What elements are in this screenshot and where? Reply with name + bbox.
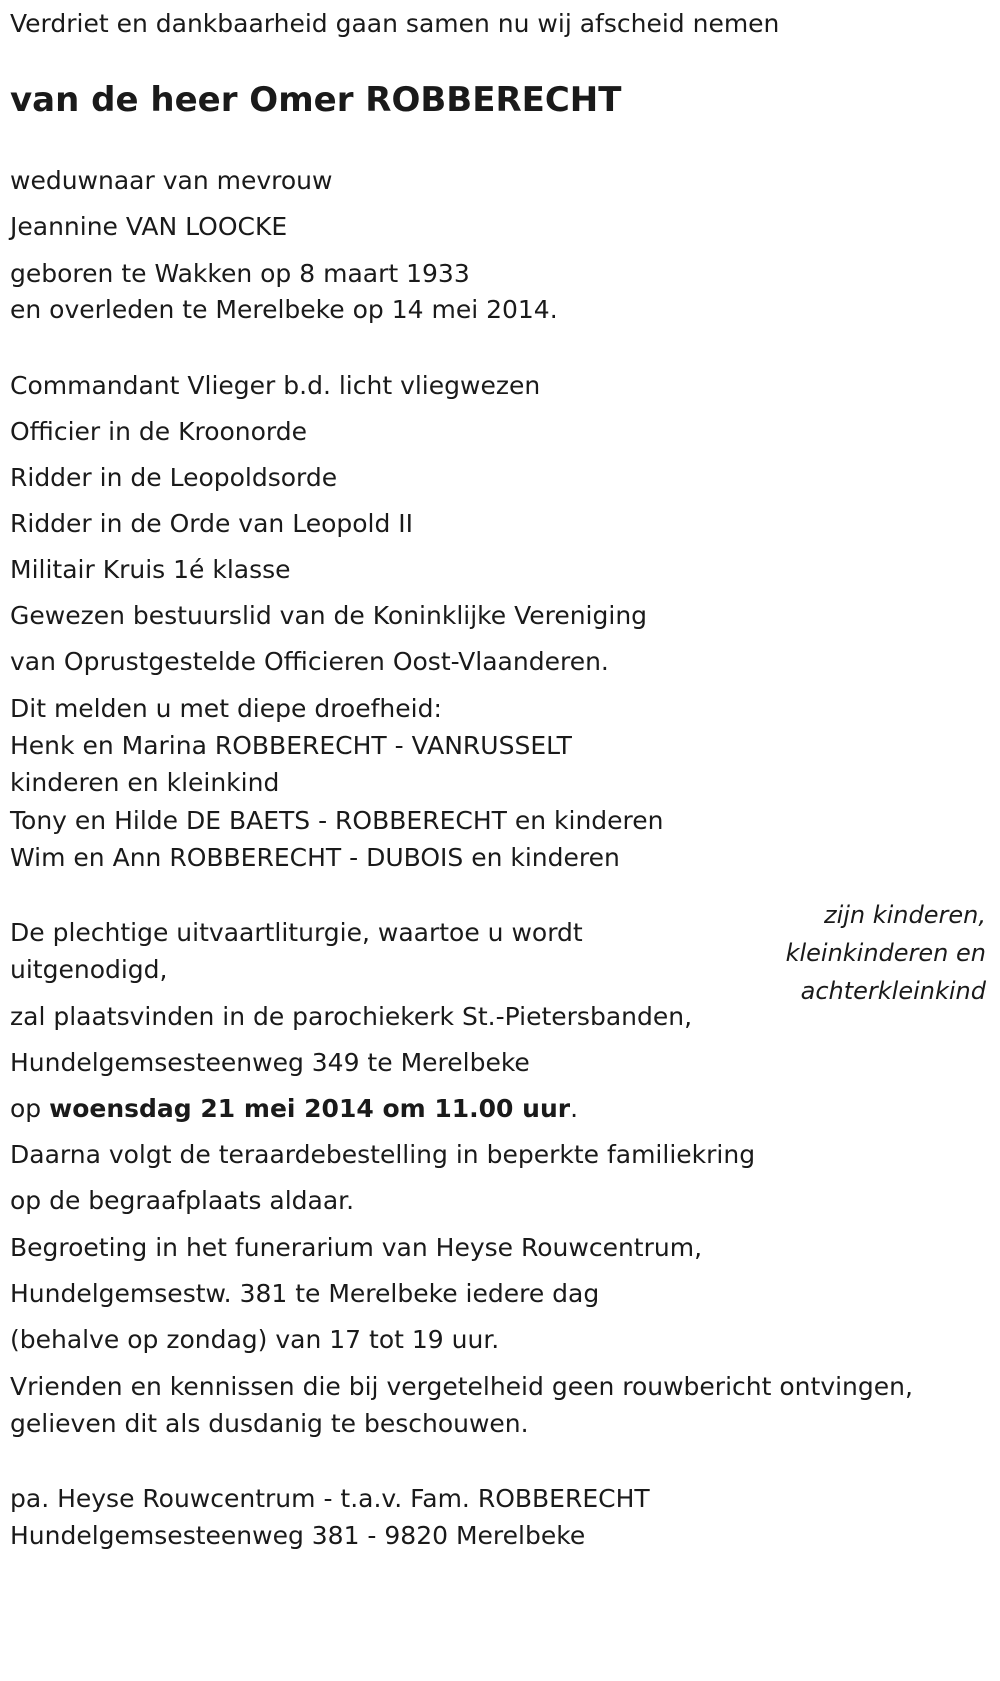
liturgy-line: uitgenodigd, (10, 955, 168, 984)
honor-line: van Oprustgestelde Officieren Oost-Vlaanderen. (10, 647, 609, 676)
honor-line: Gewezen bestuurslid van de Koninklijke Vereniging (10, 601, 648, 630)
family-note-line: zijn kinderen, (823, 901, 986, 929)
date-prefix: op (10, 1094, 42, 1123)
friends-line: gelieven dit als dusdanig te beschouwen. (10, 1409, 529, 1438)
contact-line: pa. Heyse Rouwcentrum - t.a.v. Fam. ROBBERECHT (10, 1484, 650, 1513)
honor-line: Militair Kruis 1é klasse (10, 555, 291, 584)
family-line: Tony en Hilde DE BAETS - ROBBERECHT en kinderen (10, 806, 664, 835)
liturgy-line: De plechtige uitvaartliturgie, waartoe u wordt (10, 918, 583, 947)
family-note (726, 896, 986, 1010)
burial-line: op de begraafplaats aldaar. (10, 1186, 355, 1215)
visiting-line: (behalve op zondag) van 17 tot 19 uur. (10, 1325, 500, 1354)
date-suffix: . (570, 1094, 579, 1123)
family-line: kinderen en kleinkind (10, 768, 280, 797)
death-line: en overleden te Merelbeke op 14 mei 2014. (10, 295, 558, 324)
visiting-line: Begroeting in het funerarium van Heyse Rouwcentrum, (10, 1233, 703, 1262)
intro-line: Verdriet en dankbaarheid gaan samen nu wij afscheid nemen (10, 9, 780, 38)
contact-line: Hundelgemsesteenweg 381 - 9820 Merelbeke (10, 1521, 586, 1550)
honor-line: Officier in de Kroonorde (10, 417, 308, 446)
liturgy-line: Hundelgemsesteenweg 349 te Merelbeke (10, 1048, 530, 1077)
funeral-date: woensdag 21 mei 2014 om 11.00 uur (49, 1094, 571, 1123)
spouse-name: Jeannine VAN LOOCKE (10, 212, 288, 241)
burial-line: Daarna volgt de teraardebestelling in beperkte familiekring (10, 1140, 756, 1169)
deceased-name-title: van de heer Omer ROBBERECHT (10, 80, 622, 120)
honor-line: Ridder in de Orde van Leopold II (10, 509, 414, 538)
liturgy-line: zal plaatsvinden in de parochiekerk St.-Pietersbanden, (10, 1002, 693, 1031)
funeral-date-line (10, 1094, 578, 1124)
visiting-line: Hundelgemsestw. 381 te Merelbeke iedere dag (10, 1279, 600, 1308)
friends-line: Vrienden en kennissen die bij vergetelheid geen rouwbericht ontvingen, (10, 1372, 913, 1401)
announce-line: Dit melden u met diepe droefheid: (10, 694, 442, 723)
honor-line: Ridder in de Leopoldsorde (10, 463, 338, 492)
honor-line: Commandant Vlieger b.d. licht vliegwezen (10, 371, 541, 400)
birth-line: geboren te Wakken op 8 maart 1933 (10, 259, 470, 288)
family-line: Wim en Ann ROBBERECHT - DUBOIS en kinderen (10, 843, 620, 872)
spouse-line: weduwnaar van mevrouw (10, 166, 333, 195)
family-note-line: achterkleinkind (800, 977, 986, 1005)
family-note-line: kleinkinderen en (785, 939, 986, 967)
family-line: Henk en Marina ROBBERECHT - VANRUSSELT (10, 731, 572, 760)
